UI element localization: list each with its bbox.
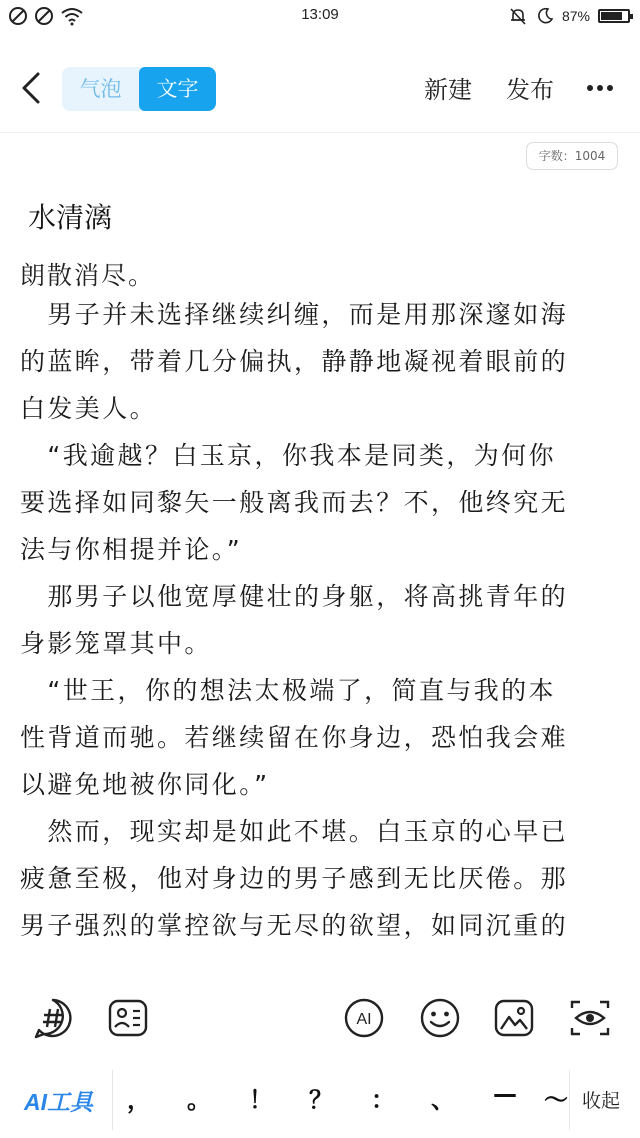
paragraph [20, 432, 608, 573]
chevron-left-icon [16, 68, 50, 108]
paragraph-line: 疲惫至极，他对身边的男子感到无比厌倦。那 [20, 864, 569, 893]
header-divider [0, 132, 640, 133]
publish-button[interactable]: 发布 [506, 76, 554, 104]
punctuation-key[interactable]: 、 [431, 1086, 455, 1114]
hashtag-icon [31, 996, 75, 1040]
battery-percent: 87% [561, 8, 590, 24]
status-right-icons [508, 6, 630, 26]
contact-card-button[interactable] [106, 996, 150, 1040]
battery-level-fill [601, 12, 622, 20]
emoji-icon [418, 996, 462, 1040]
more-icon [580, 70, 620, 106]
back-button[interactable] [16, 68, 50, 108]
punctuation-key[interactable]: ： [371, 1086, 395, 1114]
ai-icon [342, 996, 386, 1040]
image-button[interactable] [492, 996, 536, 1040]
mode-toggle [62, 67, 216, 111]
punctuation-key[interactable]: ！ [249, 1086, 273, 1114]
paragraph-line: 法与你相提并论。” [20, 535, 243, 564]
punctuation-key[interactable]: ？ [309, 1086, 333, 1114]
paragraph [20, 573, 608, 667]
collapse-button[interactable]: 收起 [582, 1090, 621, 1112]
paragraph [20, 808, 608, 949]
moon-icon [536, 7, 554, 25]
paragraph-line: 然而，现实却是如此不堪。白玉京的心早已 [20, 817, 569, 846]
bell-muted-icon [508, 6, 528, 26]
partial-line-text: 朗散消尽。 [20, 261, 156, 290]
toggle-text-option[interactable]: 文字 [139, 67, 216, 111]
ai-button[interactable] [342, 996, 386, 1040]
status-bar [0, 0, 640, 34]
editor-content[interactable] [20, 252, 608, 962]
paragraph-line: 男子强烈的掌控欲与无尽的欲望，如同沉重的 [20, 911, 569, 940]
word-count-badge: 字数：1004 [526, 142, 618, 170]
ai-icon-label: AI [356, 1011, 372, 1028]
paragraph-line: 男子并未选择继续纠缠，而是用那深邃如海 [20, 300, 569, 329]
paragraph [20, 667, 608, 808]
paragraph [20, 291, 608, 432]
punctuation-key[interactable]: 。 [187, 1086, 211, 1114]
paragraph-line: 那男子以他宽厚健壮的身躯，将高挑青年的 [20, 582, 569, 611]
emoji-button[interactable] [418, 996, 462, 1040]
punctuation-strip [112, 1070, 570, 1130]
toggle-bubble-option[interactable]: 气泡 [79, 77, 122, 101]
status-time: 13:09 [301, 6, 339, 23]
paragraph-line: 要选择如同黎矢一般离我而去？不，他终究无 [20, 488, 569, 517]
image-icon [492, 996, 536, 1040]
punctuation-key[interactable]: ， [127, 1086, 151, 1114]
new-button[interactable]: 新建 [424, 76, 472, 104]
punctuation-key[interactable]: ～ [544, 1086, 568, 1114]
paragraph-line: 的蓝眸，带着几分偏执，静静地凝视着眼前的 [20, 347, 569, 376]
insert-toolbar [0, 996, 640, 1044]
document-title[interactable]: 水清漓 [28, 201, 113, 234]
bottom-bar [0, 1068, 640, 1132]
hashtag-button[interactable] [31, 996, 75, 1040]
punctuation-key[interactable]: — [493, 1080, 517, 1108]
battery-icon [598, 9, 630, 23]
paragraph-line: 白发美人。 [20, 394, 158, 423]
paragraph-line: “我逾越？白玉京，你我本是同类，为何你 [20, 441, 556, 470]
more-button[interactable] [580, 70, 620, 106]
paragraph-line: 身影笼罩其中。 [20, 629, 212, 658]
paragraph-line: 以避免地被你同化。” [20, 770, 270, 799]
ai-tools-button[interactable]: AI工具 [24, 1089, 93, 1115]
editor-header [0, 56, 640, 122]
partial-line [20, 252, 608, 290]
paragraph-line: 性背道而驰。若继续留在你身边，恐怕我会难 [20, 723, 569, 752]
paragraph-line: “世王，你的想法太极端了，简直与我的本 [20, 676, 556, 705]
contact-card-icon [106, 996, 150, 1040]
eye-scan-icon [568, 996, 612, 1040]
eye-scan-button[interactable] [568, 996, 612, 1040]
